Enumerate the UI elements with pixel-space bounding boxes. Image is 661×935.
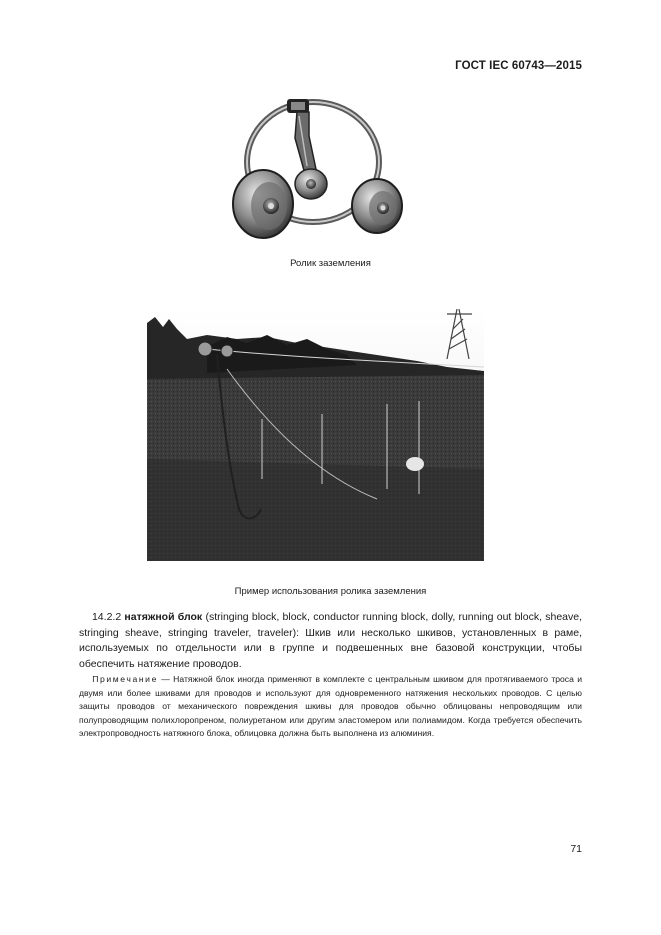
term-definition-paragraph	[79, 610, 582, 672]
figure1-caption: Ролик заземления	[290, 258, 371, 269]
grounding-roller-usage-photo	[147, 309, 484, 561]
note-label: Примечание	[92, 674, 158, 684]
term-number: 14.2.2	[91, 611, 122, 623]
page-number: 71	[570, 843, 582, 855]
grounding-roller-figure	[225, 96, 415, 242]
term-name: натяжной блок	[124, 611, 203, 623]
figure2-caption: Пример использования ролика заземления	[234, 586, 427, 597]
document-code-header: ГОСТ IEC 60743—2015	[455, 60, 582, 72]
note-paragraph	[79, 673, 582, 741]
note-text: — Натяжной блок иногда применяют в комплекте с центральным шкивом для протягиваемого троса и двумя или более шкивами для проводов и используют для одновременного натяжения нескольких проводов. С целью защиты проводов от механического повреждения шкивы для проводов обычно облицованы непроводящим или полупроводящим полихлоропреном, полиуретаном или другим эластомером или полиамидом. Когда требуется обеспечить электропроводность натяжного блока, облицовка должна быть выполнена из алюминия.	[79, 674, 582, 739]
term-definition-text: (stringing block, block, conductor running block, dolly, running out block, sheave, stringing sheave, stringing traveler, traveler): Шкив или несколько шкивов, установленных в раме, используемых по отдельности или в группе и подвешенных вне базовой конструкции, чтобы обеспечить натяжение проводов.	[79, 611, 583, 670]
